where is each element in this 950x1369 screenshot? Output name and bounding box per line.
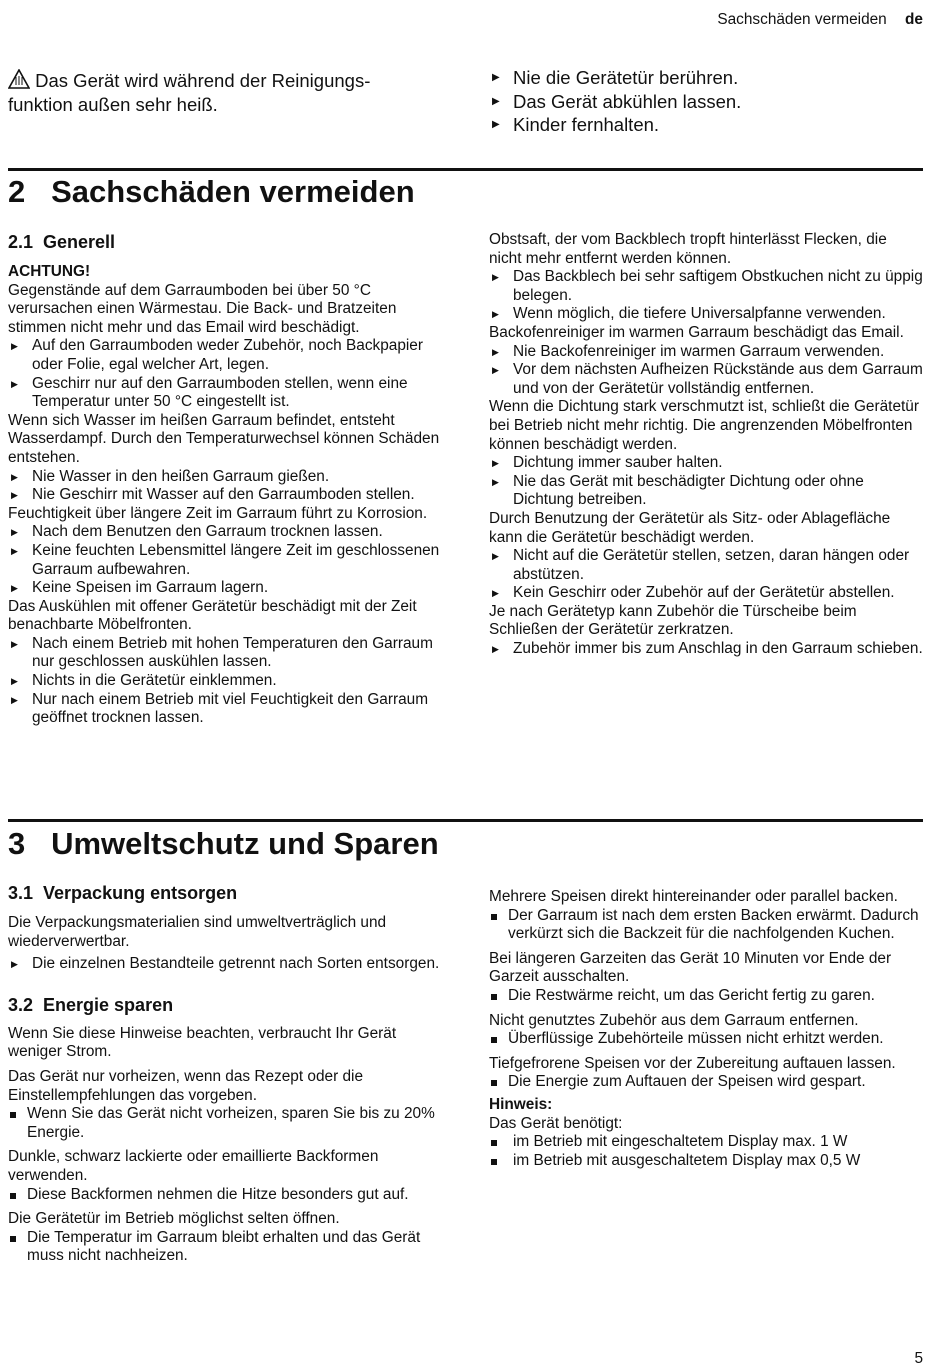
triangle-bullet-icon: ▶: [492, 346, 499, 357]
triangle-bullet-icon: ▶: [492, 588, 499, 599]
intro-warning: [8, 69, 438, 116]
intro-bullets: [489, 66, 919, 137]
triangle-bullet-icon: ▶: [492, 309, 499, 320]
page-number: 5: [914, 1350, 923, 1367]
paragraph: Wenn die Dichtung stark verschmutzt ist, schließt die Gerätetür bei Betrieb nicht mehr richtig. Die angrenzenden Möbelfronten können beschädigt werden.: [489, 398, 919, 453]
list-item: ▶ Nach einem Betrieb mit hohen Temperaturen den Garraum nur geschlossen auskühlen lassen.: [11, 634, 433, 671]
square-bullet-icon: [491, 994, 497, 1000]
paragraph: Bei längeren Garzeiten das Gerät 10 Minuten vor Ende der Garzeit ausschalten.: [489, 949, 892, 986]
triangle-bullet-icon: ▶: [11, 490, 18, 501]
list-item: ▶ Nie Backofenreiniger im warmen Garraum verwenden.: [492, 342, 885, 360]
list-item: ▶ Dichtung immer sauber halten.: [492, 454, 723, 472]
header-lang: de: [905, 11, 923, 28]
triangle-bullet-icon: ▶: [11, 341, 18, 352]
list-item: Die Restwärme reicht, um das Gericht fertig zu garen.: [489, 987, 923, 1006]
list-item: im Betrieb mit eingeschaltetem Display max. 1 W: [489, 1133, 923, 1152]
triangle-bullet-icon: ▶: [11, 378, 18, 389]
paragraph: Dunkle, schwarz lackierte oder emaillierte Backformen verwenden.: [8, 1148, 379, 1184]
triangle-bullet-icon: ▶: [11, 694, 18, 705]
list-item: ▶ Keine Speisen im Garraum lagern.: [11, 579, 269, 597]
section-rule: [8, 819, 923, 822]
paragraph: Wenn sich Wasser im heißen Garraum befindet, entsteht Wasserdampf. Durch den Temperaturwechsel können Schäden entstehen.: [8, 411, 440, 466]
section-3-right-column: [489, 888, 923, 1170]
square-bullet-icon: [491, 914, 497, 920]
paragraph: Mehrere Speisen direkt hintereinander oder parallel backen.: [489, 888, 898, 905]
list-item: ▶ Kinder fernhalten.: [492, 114, 660, 135]
list-item: ▶ Das Gerät abkühlen lassen.: [492, 90, 742, 112]
list-item: im Betrieb mit ausgeschaltetem Display max 0,5 W: [489, 1152, 923, 1171]
list-item: ▶ Die einzelnen Bestandteile getrennt nach Sorten entsorgen.: [11, 955, 440, 973]
list-item: ▶ Wenn möglich, die tiefere Universalpfanne verwenden.: [492, 305, 886, 323]
triangle-bullet-icon: ▶: [492, 458, 499, 469]
list-item: ▶ Vor dem nächsten Aufheizen Rückstände aus dem Garraum und von der Gerätetür vollständig entfernen.: [492, 361, 923, 397]
section-2-right-content: [489, 231, 923, 659]
paragraph: Wenn Sie diese Hinweise beachten, verbraucht Ihr Gerät weniger Strom.: [8, 1024, 397, 1061]
list-item: ▶ Auf den Garraumboden weder Zubehör, noch Backpapier oder Folie, egal welcher Art, legen.: [11, 337, 423, 373]
paragraph: Tiefgefrorene Speisen vor der Zubereitung auftauen lassen.: [489, 1054, 896, 1072]
paragraph: Je nach Gerätetyp kann Zubehör die Türscheibe beim Schließen der Gerätetür zerkratzen.: [489, 602, 857, 639]
triangle-bullet-icon: ▶: [492, 272, 499, 283]
warning-line-2: funktion außen sehr heiß.: [8, 93, 218, 115]
running-header: [717, 10, 923, 30]
paragraph: Backofenreiniger im warmen Garraum beschädigt das Email.: [489, 323, 904, 341]
list-item: ▶ Nur nach einem Betrieb mit viel Feuchtigkeit den Garraum geöffnet trocknen lassen.: [11, 690, 429, 727]
triangle-bullet-icon: ▶: [492, 365, 499, 376]
hinweis-text: Das Gerät benötigt:: [489, 1114, 623, 1132]
section-rule: [8, 168, 923, 171]
paragraph: Feuchtigkeit über längere Zeit im Garraum führt zu Korrosion.: [8, 504, 428, 522]
list-item: ▶ Nicht auf die Gerätetür stellen, setzen, daran hängen oder abstützen.: [492, 547, 910, 583]
section-2-left-column: [8, 231, 440, 728]
achtung-label: ACHTUNG!: [8, 263, 91, 280]
list-item: ▶ Nach dem Benutzen den Garraum trocknen lassen.: [11, 523, 383, 541]
triangle-bullet-icon: ▶: [11, 583, 18, 594]
list-item: Die Energie zum Auftauen der Speisen wird gespart.: [489, 1073, 923, 1092]
section-3-left-column: [8, 882, 440, 1266]
paragraph: Durch Benutzung der Gerätetür als Sitz- oder Ablagefläche kann die Gerätetür beschädigt werden.: [489, 509, 891, 546]
hinweis-label: Hinweis:: [489, 1095, 553, 1113]
section-2-left-content: [8, 282, 440, 728]
list-item: ▶ Nie die Gerätetür berühren.: [492, 67, 739, 88]
list-item: ▶ Das Backblech bei sehr saftigem Obstkuchen nicht zu üppig belegen.: [492, 268, 923, 304]
square-bullet-icon: [10, 1193, 16, 1199]
section-3-2-right-content: [489, 888, 923, 1092]
triangle-bullet-icon: ▶: [11, 545, 18, 556]
section-3-title: 3 Umweltschutz und Sparen: [8, 826, 439, 861]
paragraph: Die Verpackungsmaterialien sind umweltverträglich und wiederverwertbar.: [8, 914, 387, 950]
list-item: ▶ Kein Geschirr oder Zubehör auf der Gerätetür abstellen.: [492, 584, 895, 602]
list-item: Überflüssige Zubehörteile müssen nicht erhitzt werden.: [489, 1030, 923, 1049]
section-3-2-content: [8, 1025, 440, 1266]
subsection-3-1-title: 3.1 Verpackung entsorgen: [8, 883, 238, 903]
subsection-2-1-title: 2.1 Generell: [8, 232, 116, 252]
section-2-title: 2 Sachschäden vermeiden: [8, 174, 415, 209]
list-item: Die Temperatur im Garraum bleibt erhalten und das Gerät muss nicht nachheizen.: [8, 1229, 440, 1266]
list-item: Wenn Sie das Gerät nicht vorheizen, sparen Sie bis zu 20% Energie.: [8, 1105, 440, 1142]
square-bullet-icon: [10, 1236, 16, 1242]
triangle-bullet-icon: ▶: [492, 551, 499, 562]
square-bullet-icon: [491, 1037, 497, 1043]
subsection-3-2-title: 3.2 Energie sparen: [8, 994, 174, 1015]
list-item: ▶ Keine feuchten Lebensmittel längere Zeit im geschlossenen Garraum aufbewahren.: [11, 541, 440, 578]
triangle-bullet-icon: ▶: [492, 476, 499, 487]
triangle-bullet-icon: ▶: [492, 644, 499, 655]
paragraph: Nicht genutztes Zubehör aus dem Garraum entfernen.: [489, 1011, 859, 1029]
triangle-bullet-icon: ▶: [11, 638, 18, 649]
warning-triangle-icon: [8, 69, 30, 89]
triangle-bullet-icon: ▶: [11, 676, 18, 687]
list-item: ▶ Nie das Gerät mit beschädigter Dichtung oder ohne Dichtung betreiben.: [492, 472, 864, 509]
paragraph: Das Gerät nur vorheizen, wenn das Rezept oder die Einstellempfehlungen das vorgeben.: [8, 1067, 364, 1104]
paragraph: Das Auskühlen mit offener Gerätetür beschädigt mit der Zeit benachbarte Möbelfronten.: [8, 597, 417, 634]
list-item: ▶ Nichts in die Gerätetür einklemmen.: [11, 672, 277, 690]
square-bullet-icon: [10, 1112, 16, 1118]
paragraph: Obstsaft, der vom Backblech tropft hinterlässt Flecken, die nicht mehr entfernt werden können.: [489, 231, 887, 267]
warning-line-1: Das Gerät wird während der Reinigungs-: [35, 70, 371, 91]
triangle-bullet-icon: ▶: [11, 527, 18, 538]
paragraph: Die Gerätetür im Betrieb möglichst selten öffnen.: [8, 1210, 340, 1228]
list-item: ▶ Nie Geschirr mit Wasser auf den Garraumboden stellen.: [11, 486, 415, 504]
list-item: ▶ Geschirr nur auf den Garraumboden stellen, wenn eine Temperatur unter 50 °C eingestellt ist.: [11, 374, 408, 411]
square-bullet-icon: [491, 1080, 497, 1086]
paragraph: Gegenstände auf dem Garraumboden bei über 50 °C verursachen einen Wärmestau. Die Back- und Bratzeiten stimmen nicht mehr und das Email wird beschädigt.: [8, 281, 397, 336]
list-item: Der Garraum ist nach dem ersten Backen erwärmt. Dadurch verkürzt sich die Backzeit für die nachfolgenden Kuchen.: [489, 907, 923, 944]
triangle-bullet-icon: ▶: [11, 471, 18, 482]
list-item: ▶ Zubehör immer bis zum Anschlag in den Garraum schieben.: [492, 640, 923, 658]
list-item: ▶ Nie Wasser in den heißen Garraum gießen.: [11, 467, 330, 485]
header-section: Sachschäden vermeiden: [717, 11, 887, 28]
list-item: Diese Backformen nehmen die Hitze besonders gut auf.: [8, 1186, 440, 1205]
section-2-right-column: [489, 231, 923, 659]
